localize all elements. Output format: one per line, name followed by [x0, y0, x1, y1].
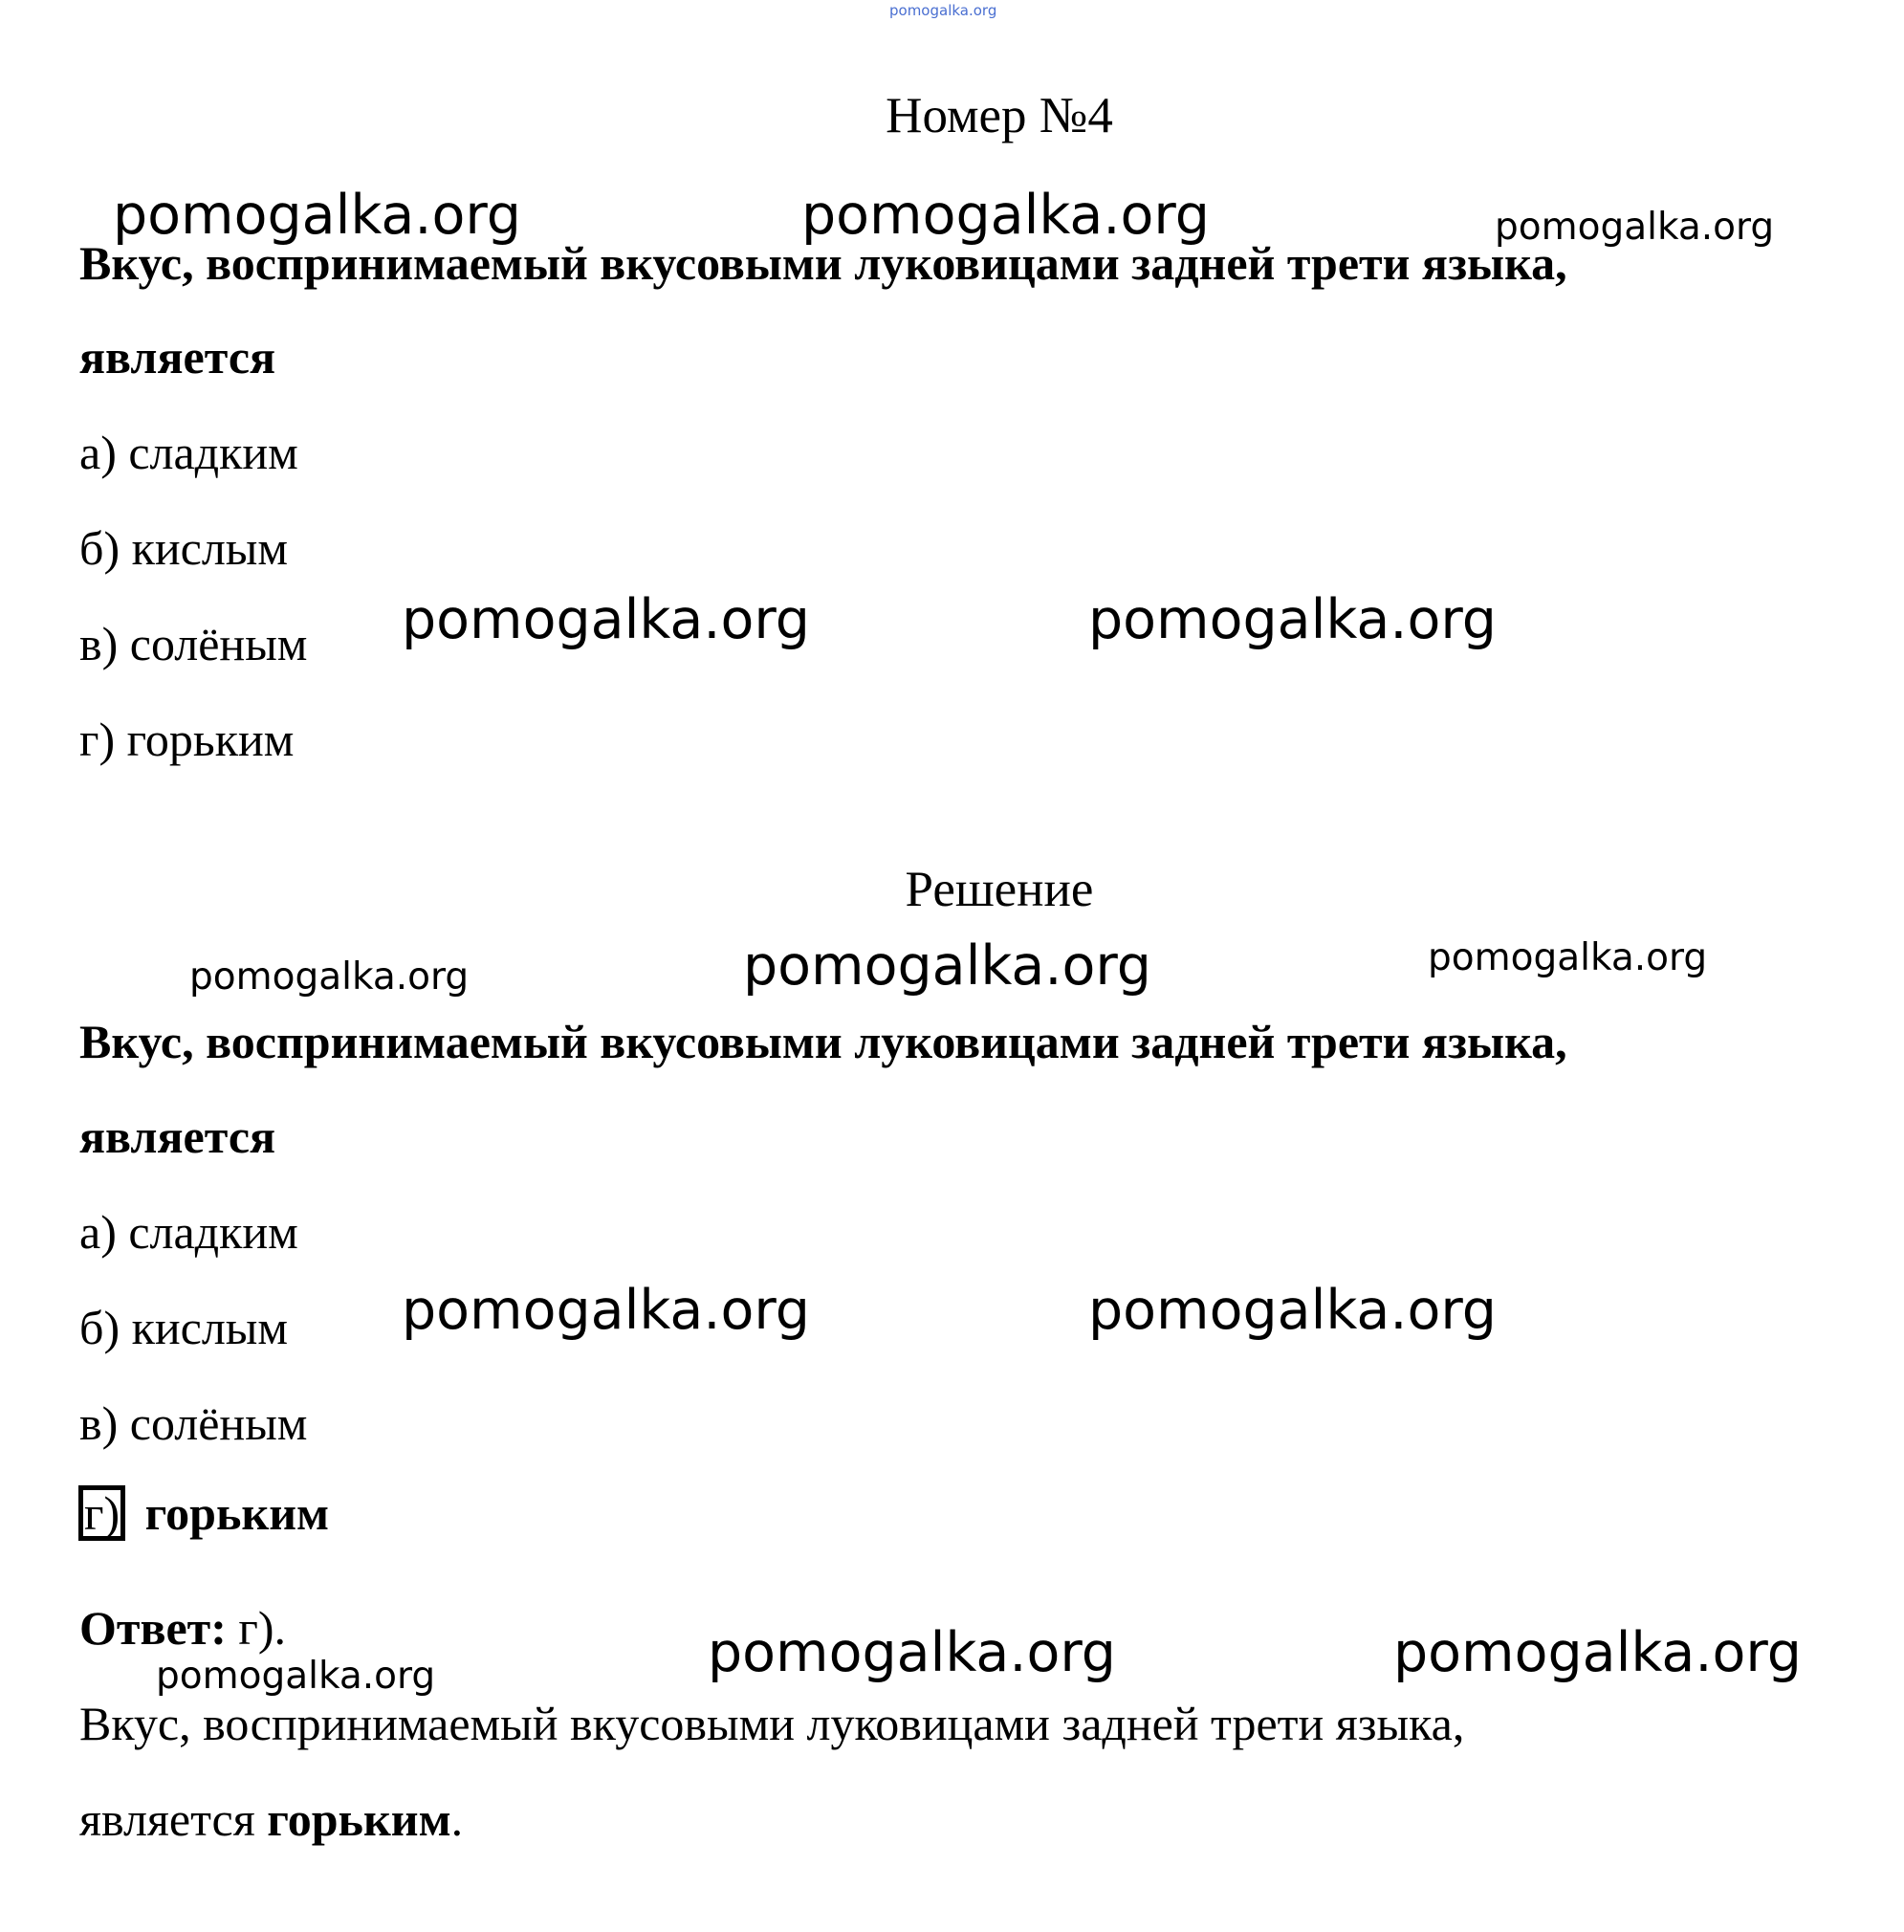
question-option-c: в) солёным: [79, 617, 308, 670]
conclusion-prefix: является: [79, 1792, 255, 1846]
conclusion-line-2: [79, 1792, 464, 1846]
watermark: pomogalka.org: [1393, 1621, 1802, 1684]
watermark: pomogalka.org: [402, 588, 810, 651]
watermark: pomogalka.org: [708, 1621, 1116, 1684]
solution-option-b: б) кислым: [79, 1301, 289, 1354]
watermark: pomogalka.org: [801, 184, 1210, 247]
watermark: pomogalka.org: [402, 1279, 810, 1342]
answer-box: г): [78, 1485, 125, 1541]
correct-option-word: горьким: [144, 1486, 330, 1540]
solution-line-2: является: [79, 1109, 276, 1163]
watermark: pomogalka.org: [156, 1655, 436, 1698]
watermark: pomogalka.org: [189, 955, 470, 999]
question-option-d: г) горьким: [79, 713, 295, 766]
watermark: pomogalka.org: [113, 184, 521, 247]
solution-option-c: в) солёным: [79, 1396, 308, 1450]
watermark: pomogalka.org: [1088, 588, 1497, 651]
question-line-2: является: [79, 330, 276, 384]
question-line-1: Вкус, воспринимаемый вкусовыми луковицами задней трети языка,: [79, 236, 1567, 290]
solution-option-a: а) сладким: [79, 1205, 298, 1259]
conclusion-bold-word: горьким: [267, 1792, 451, 1846]
watermark: pomogalka.org: [743, 934, 1151, 998]
watermark: pomogalka.org: [1428, 936, 1708, 979]
conclusion-line-1: Вкус, воспринимаемый вкусовыми луковицами задней трети языка,: [79, 1697, 1465, 1750]
page-title: Номер №4: [886, 88, 1113, 143]
question-option-b: б) кислым: [79, 521, 289, 575]
answer-label: Ответ:: [79, 1601, 227, 1655]
watermark: pomogalka.org: [1088, 1279, 1497, 1342]
question-option-a: а) сладким: [79, 426, 298, 479]
solution-title: Решение: [905, 862, 1094, 917]
solution-line-1: Вкус, воспринимаемый вкусовыми луковицами задней трети языка,: [79, 1015, 1567, 1068]
answer-line: [79, 1601, 287, 1655]
solution-correct-option: [78, 1485, 329, 1541]
answer-value: г).: [238, 1601, 287, 1655]
conclusion-suffix: .: [450, 1792, 464, 1846]
watermark: pomogalka.org: [1495, 206, 1775, 249]
top-watermark: pomogalka.org: [889, 2, 997, 19]
